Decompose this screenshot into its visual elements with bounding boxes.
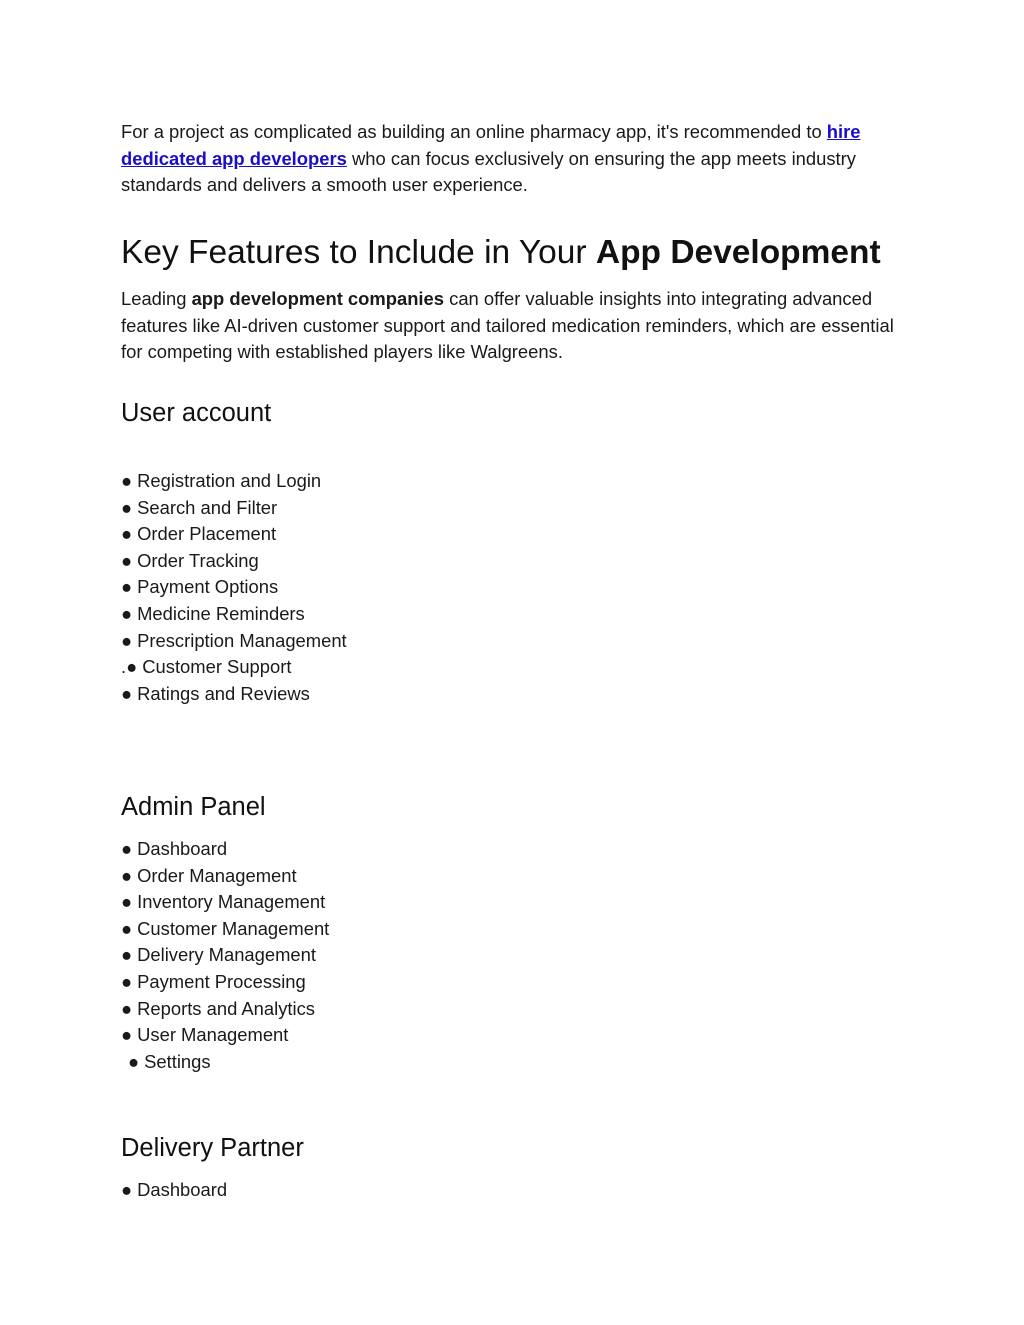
leading-before: Leading xyxy=(121,288,192,309)
bullet-icon: ● xyxy=(121,496,133,518)
delivery-partner-title: Delivery Partner xyxy=(121,1134,304,1162)
bullet-icon: ● xyxy=(121,838,133,859)
bullet-icon: ● xyxy=(121,549,133,571)
bullet-icon: ● xyxy=(121,997,133,1019)
bullet-icon: ● xyxy=(121,602,133,624)
bullet-icon: ● xyxy=(121,970,133,992)
list-item: ● Delivery Management xyxy=(121,944,316,966)
bullet-icon: ● xyxy=(121,917,133,939)
admin-panel-title: Admin Panel xyxy=(121,793,266,821)
bullet-icon: ● xyxy=(121,891,133,913)
user-account-title: User account xyxy=(121,399,272,427)
list-item: ● Reports and Analytics xyxy=(121,997,315,1019)
hire-developers-link[interactable]: hire dedicated app developers xyxy=(121,121,861,169)
list-item: ● Settings xyxy=(128,1050,211,1072)
bullet-icon: ● xyxy=(121,864,133,886)
delivery-partner-list xyxy=(121,1177,227,1204)
heading-plain: Key Features to Include in Your xyxy=(121,234,596,271)
list-item: ● Search and Filter xyxy=(121,496,278,518)
leading-after: can offer valuable insights into integrating advanced features like AI-driven customer support and tailored medication reminders, which are essential for competing with established players like Walgreens. xyxy=(121,288,894,363)
list-item: ● Payment Processing xyxy=(121,970,306,992)
list-item: ● Order Tracking xyxy=(121,549,259,571)
list-item: ● Payment Options xyxy=(121,576,279,598)
list-item: ● Customer Management xyxy=(121,917,330,939)
list-item: ● User Management xyxy=(121,1024,289,1046)
intro-text-after: who can focus exclusively on ensuring the app meets industry standards and delivers a smooth user experience. xyxy=(121,147,856,196)
list-item: ● Registration and Login xyxy=(121,470,322,491)
list-item: ● Ratings and Reviews xyxy=(121,682,310,704)
list-item: ● Prescription Management xyxy=(121,629,347,651)
bullet-icon: ● xyxy=(121,944,133,966)
bullet-icon: ● xyxy=(128,1050,140,1072)
list-item: ● Inventory Management xyxy=(121,891,326,913)
leading-paragraph xyxy=(121,286,911,366)
bullet-icon: ● xyxy=(121,576,133,598)
bullet-icon: ● xyxy=(121,1024,133,1046)
bullet-icon: ● xyxy=(121,1179,133,1200)
bullet-icon: ● xyxy=(121,470,133,491)
bullet-icon: ● xyxy=(121,629,133,651)
list-item: .● Customer Support xyxy=(121,656,292,678)
user-account-list xyxy=(121,468,347,707)
list-item: ● Order Placement xyxy=(121,523,277,545)
list-item: ● Order Management xyxy=(121,864,297,886)
bullet-icon: ● xyxy=(121,682,133,704)
intro-paragraph xyxy=(121,119,911,199)
bullet-icon: ● xyxy=(121,523,133,545)
leading-bold: app development companies xyxy=(191,288,445,309)
stray-period: . xyxy=(121,656,127,678)
list-item: ● Medicine Reminders xyxy=(121,602,305,624)
bullet-icon: ● xyxy=(126,656,138,678)
heading-bold: App Development xyxy=(595,234,881,271)
list-item: ● Dashboard xyxy=(121,1179,228,1200)
admin-panel-list xyxy=(121,836,329,1075)
intro-text-before: For a project as complicated as building an online pharmacy app, it's recommended to xyxy=(121,121,827,142)
list-item: ● Dashboard xyxy=(121,838,228,859)
section-heading xyxy=(121,231,881,275)
